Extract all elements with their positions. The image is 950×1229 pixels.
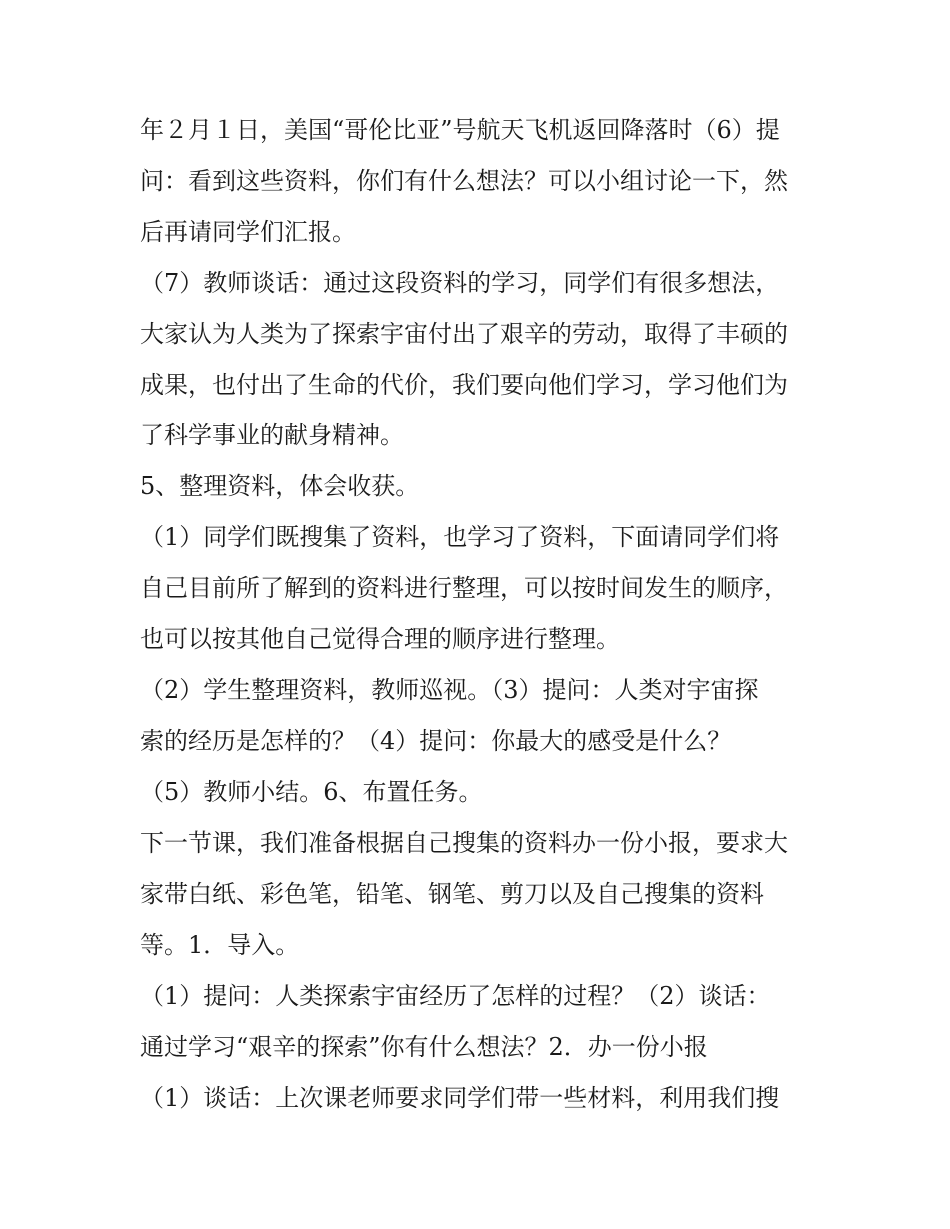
text-line: 索的经历是怎样的？（4）提问：你最大的感受是什么？ (140, 727, 732, 755)
text-line: （1）谈话：上次课老师要求同学们带一些材料，利用我们搜 (140, 1084, 780, 1112)
text-line: 年２月１日，美国“哥伦比亚”号航天飞机返回降落时（6）提 (140, 116, 780, 144)
text-line: （1）提问：人类探索宇宙经历了怎样的过程？（2）谈话： (140, 982, 771, 1010)
text-line: 下一节课，我们准备根据自己搜集的资料办一份小报，要求大 (140, 829, 788, 857)
text-line: 也可以按其他自己觉得合理的顺序进行整理。 (140, 625, 620, 653)
text-line: 家带白纸、彩色笔，铅笔、钢笔、剪刀以及自己搜集的资料 (140, 880, 764, 908)
text-line: 大家认为人类为了探索宇宙付出了艰辛的劳动，取得了丰硕的 (140, 320, 788, 348)
text-line: 问：看到这些资料，你们有什么想法？可以小组讨论一下，然 (140, 167, 788, 195)
text-line: （5）教师小结。6、布置任务。 (140, 778, 483, 806)
text-line: 通过学习“艰辛的探索”你有什么想法？2．办一份小报 (140, 1033, 708, 1061)
section-heading: 5、整理资料，体会收获。 (140, 472, 420, 500)
text-line: 等。1．导入。 (140, 931, 300, 959)
text-line: （2）学生整理资料，教师巡视。（3）提问：人类对宇宙探 (140, 676, 759, 704)
text-line: 后再请同学们汇报。 (140, 218, 356, 246)
text-line: （7）教师谈话：通过这段资料的学习，同学们有很多想法， (140, 269, 780, 297)
text-line: 成果，也付出了生命的代价，我们要向他们学习，学习他们为 (140, 371, 788, 399)
text-line: 自己目前所了解到的资料进行整理，可以按时间发生的顺序， (140, 574, 788, 602)
text-line: （1）同学们既搜集了资料，也学习了资料，下面请同学们将 (140, 523, 780, 551)
text-line: 了科学事业的献身精神。 (140, 421, 404, 449)
